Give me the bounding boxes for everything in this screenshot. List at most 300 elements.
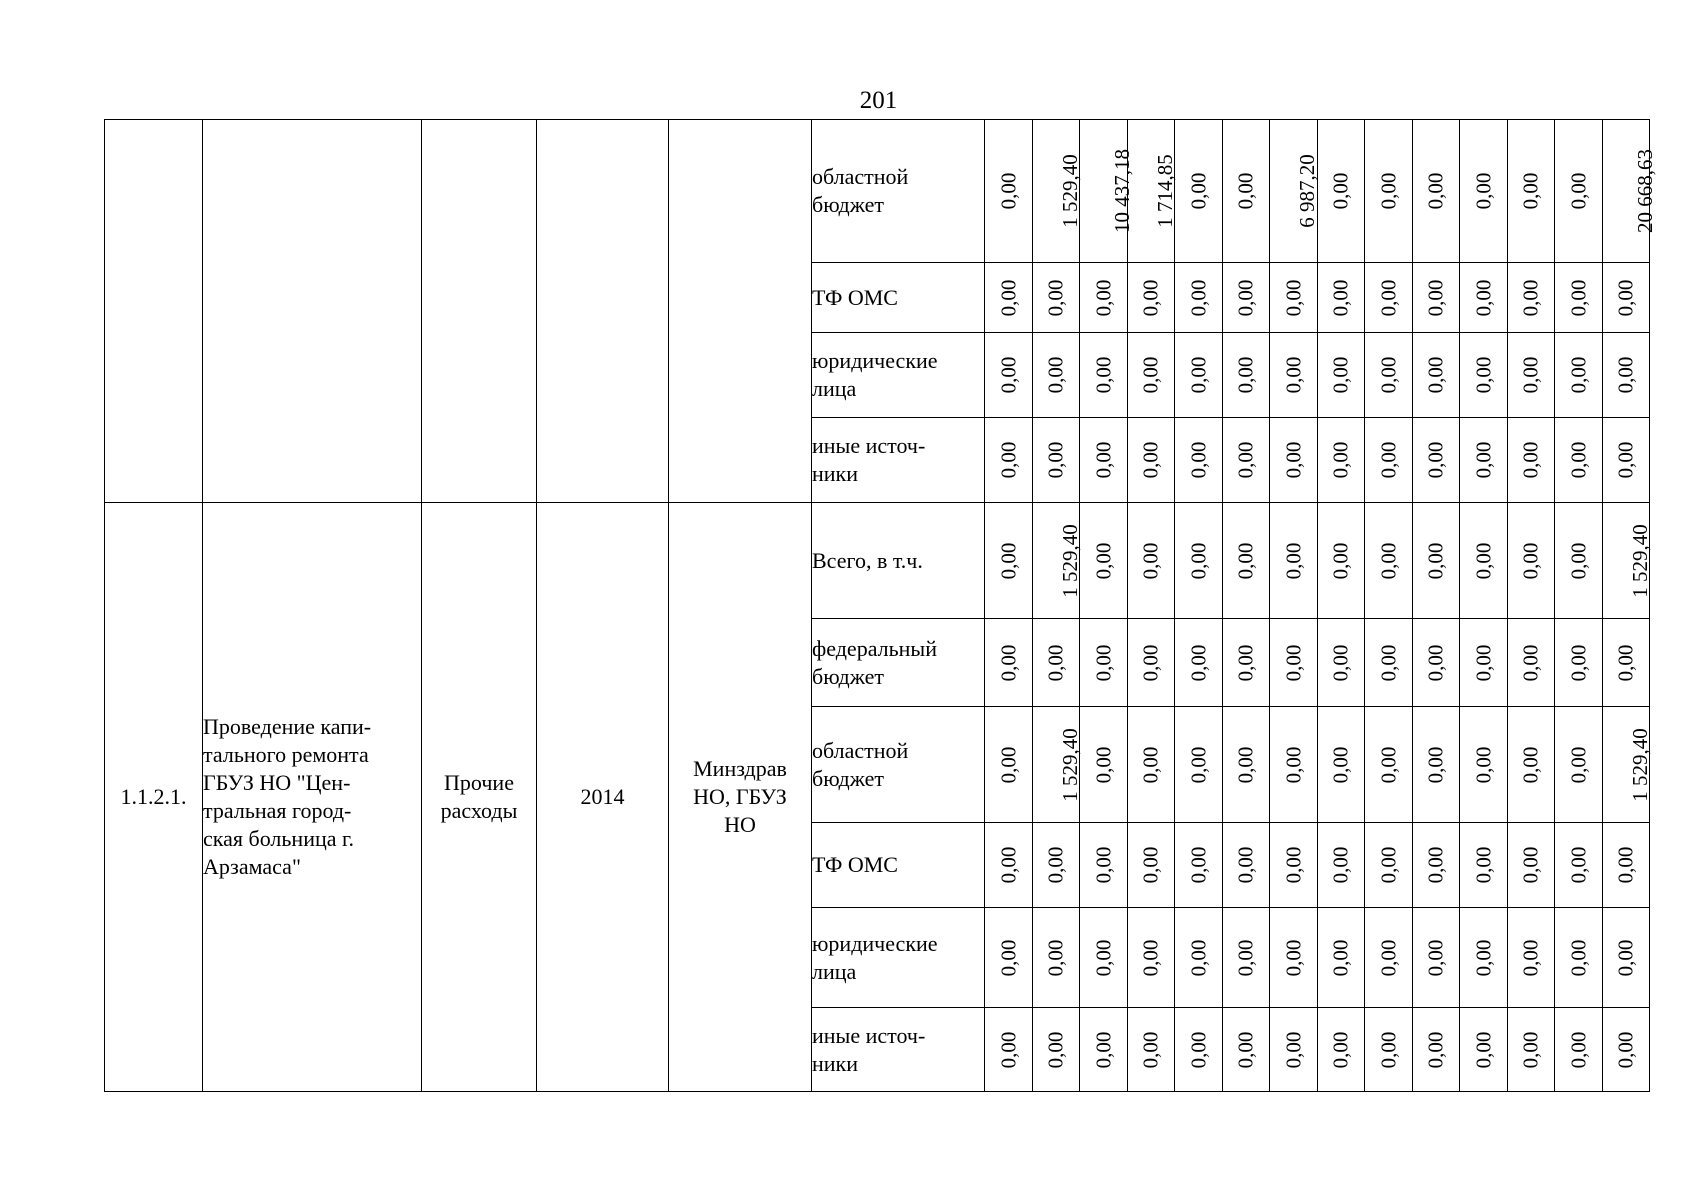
value: 0,00 xyxy=(1423,939,1448,976)
value-cell xyxy=(1032,333,1080,418)
value: 0,00 xyxy=(1423,644,1448,681)
value-cell xyxy=(985,503,1033,619)
value-cell xyxy=(1032,707,1080,823)
value-cell xyxy=(1555,503,1603,619)
funding-source: иные источ- ники xyxy=(812,418,985,503)
funding-source: ТФ ОМС xyxy=(812,263,985,333)
value-cell xyxy=(1222,418,1270,503)
value-cell xyxy=(1365,823,1413,908)
value: 0,00 xyxy=(1328,1031,1353,1068)
value-cell xyxy=(1507,503,1555,619)
value: 0,00 xyxy=(1518,356,1543,394)
value: 6 987,20 xyxy=(1294,154,1319,228)
value-cell xyxy=(1222,707,1270,823)
value: 0,00 xyxy=(1376,542,1401,579)
value-cell xyxy=(1270,619,1318,707)
value-cell xyxy=(1175,1008,1223,1092)
value-cell xyxy=(1412,619,1460,707)
value-cell xyxy=(1555,823,1603,908)
value: 1 529,40 xyxy=(1627,727,1652,802)
value: 0,00 xyxy=(1566,644,1591,681)
value: 0,00 xyxy=(1376,939,1401,976)
value: 0,00 xyxy=(1613,846,1638,884)
value-cell xyxy=(1127,1008,1175,1092)
value-cell xyxy=(1460,823,1508,908)
funding-source: ТФ ОМС xyxy=(812,823,985,908)
value-cell xyxy=(1270,263,1318,333)
value: 0,00 xyxy=(1376,746,1401,783)
expense-cell-empty xyxy=(422,120,537,503)
value-cell xyxy=(1270,707,1318,823)
value-cell xyxy=(1460,263,1508,333)
value-cell xyxy=(1032,418,1080,503)
value: 0,00 xyxy=(1328,644,1353,681)
value-cell xyxy=(1365,619,1413,707)
value: 0,00 xyxy=(1376,1031,1401,1068)
value: 0,00 xyxy=(996,172,1021,210)
value-cell xyxy=(1222,263,1270,333)
value-cell xyxy=(1222,503,1270,619)
value: 0,00 xyxy=(1566,172,1591,210)
funding-source: юридические лица xyxy=(812,908,985,1008)
value: 0,00 xyxy=(1281,846,1306,884)
value-cell xyxy=(1032,263,1080,333)
value-cell xyxy=(1080,823,1128,908)
value-cell xyxy=(985,908,1033,1008)
value-cell xyxy=(1460,418,1508,503)
value-cell xyxy=(1507,1008,1555,1092)
value-cell xyxy=(1317,418,1365,503)
value: 0,00 xyxy=(1518,746,1543,783)
value: 0,00 xyxy=(1233,939,1258,976)
value: 0,00 xyxy=(1043,644,1068,681)
table-row xyxy=(105,120,1650,263)
value-cell xyxy=(1175,707,1223,823)
value: 0,00 xyxy=(1566,846,1591,884)
value-cell xyxy=(1507,908,1555,1008)
value-cell xyxy=(1412,263,1460,333)
value-cell xyxy=(1175,503,1223,619)
value: 0,00 xyxy=(1186,939,1211,976)
item-code: 1.1.2.1. xyxy=(105,503,203,1092)
value-cell xyxy=(1270,503,1318,619)
value: 0,00 xyxy=(1186,644,1211,681)
value: 0,00 xyxy=(1186,279,1211,316)
value-cell xyxy=(1602,120,1657,263)
value-cell xyxy=(1080,503,1128,619)
value-cell xyxy=(1080,120,1134,263)
value: 0,00 xyxy=(1138,1031,1163,1068)
value: 0,00 xyxy=(1376,279,1401,316)
value: 0,00 xyxy=(1091,1031,1116,1068)
value: 0,00 xyxy=(1233,746,1258,783)
value: 0,00 xyxy=(1518,542,1543,579)
value: 0,00 xyxy=(1518,1031,1543,1068)
value-cell xyxy=(1222,823,1270,908)
value: 0,00 xyxy=(996,1031,1021,1068)
value: 0,00 xyxy=(1471,644,1496,681)
value: 0,00 xyxy=(1328,356,1353,394)
value-cell xyxy=(1365,418,1413,503)
value-cell xyxy=(1365,503,1413,619)
value-cell xyxy=(985,823,1033,908)
value: 0,00 xyxy=(1233,279,1258,316)
value-cell xyxy=(1365,120,1413,263)
value: 0,00 xyxy=(1043,846,1068,884)
value-cell xyxy=(1412,120,1460,263)
value: 0,00 xyxy=(1328,172,1353,210)
value-cell xyxy=(1412,503,1460,619)
value: 0,00 xyxy=(1471,279,1496,316)
value: 0,00 xyxy=(1186,172,1211,210)
value-cell xyxy=(1365,333,1413,418)
value: 0,00 xyxy=(1423,279,1448,316)
value-cell xyxy=(1175,120,1223,263)
value-cell xyxy=(1032,823,1080,908)
value-cell xyxy=(1270,333,1318,418)
value-cell xyxy=(1127,418,1175,503)
value: 1 714,85 xyxy=(1152,154,1177,228)
value-cell xyxy=(1080,908,1128,1008)
value-cell xyxy=(985,707,1033,823)
value-cell xyxy=(1602,908,1650,1008)
value: 0,00 xyxy=(1091,441,1116,479)
funding-source: юридические лица xyxy=(812,333,985,418)
value: 0,00 xyxy=(1091,644,1116,681)
value: 1 529,40 xyxy=(1057,727,1082,802)
value-cell xyxy=(1602,823,1650,908)
value-cell xyxy=(1222,333,1270,418)
value-cell xyxy=(1222,908,1270,1008)
value-cell xyxy=(1032,1008,1080,1092)
value-cell xyxy=(1460,619,1508,707)
value-cell xyxy=(1555,333,1603,418)
value: 0,00 xyxy=(1566,542,1591,579)
value-cell xyxy=(1032,619,1080,707)
value: 0,00 xyxy=(996,279,1021,316)
value: 0,00 xyxy=(1471,441,1496,479)
value-cell xyxy=(1412,707,1460,823)
funding-source: Всего, в т.ч. xyxy=(812,503,985,619)
value: 0,00 xyxy=(1281,1031,1306,1068)
value: 0,00 xyxy=(1376,441,1401,479)
value: 0,00 xyxy=(1328,846,1353,884)
value-cell xyxy=(1555,707,1603,823)
value: 0,00 xyxy=(1233,542,1258,579)
value-cell xyxy=(1175,908,1223,1008)
value-cell xyxy=(1460,120,1508,263)
item-title: Проведение капи- тального ремонта ГБУЗ НО "Цен- тральная город- ская больница г. Арзамаса" xyxy=(203,503,422,1092)
value-cell xyxy=(1412,418,1460,503)
value: 0,00 xyxy=(1281,542,1306,579)
value-cell xyxy=(985,418,1033,503)
value: 0,00 xyxy=(1566,279,1591,316)
value: 0,00 xyxy=(1471,846,1496,884)
value-cell xyxy=(1317,823,1365,908)
value: 0,00 xyxy=(1281,279,1306,316)
value: 0,00 xyxy=(1423,1031,1448,1068)
value: 0,00 xyxy=(1328,279,1353,316)
value: 0,00 xyxy=(1233,172,1258,210)
value: 0,00 xyxy=(1186,746,1211,783)
value-cell xyxy=(1317,120,1365,263)
value-cell xyxy=(1507,333,1555,418)
value: 0,00 xyxy=(1186,356,1211,394)
value: 0,00 xyxy=(1186,1031,1211,1068)
value-cell xyxy=(1080,418,1128,503)
value: 0,00 xyxy=(1471,172,1496,210)
value: 0,00 xyxy=(1328,542,1353,579)
value: 0,00 xyxy=(1471,939,1496,976)
value: 0,00 xyxy=(996,939,1021,976)
value-cell xyxy=(1317,263,1365,333)
value: 0,00 xyxy=(1518,939,1543,976)
value: 0,00 xyxy=(1233,356,1258,394)
executor: Минздрав НО, ГБУЗ НО xyxy=(669,503,812,1092)
value: 0,00 xyxy=(1043,441,1068,479)
value: 0,00 xyxy=(1281,644,1306,681)
value-cell xyxy=(1602,263,1650,333)
value-cell xyxy=(1317,503,1365,619)
value: 0,00 xyxy=(1043,356,1068,394)
value-cell xyxy=(1317,333,1365,418)
value-cell xyxy=(1507,619,1555,707)
value-cell xyxy=(1602,619,1650,707)
value: 0,00 xyxy=(1518,846,1543,884)
value: 1 529,40 xyxy=(1057,523,1082,598)
value-cell xyxy=(1317,707,1365,823)
funding-source: иные источ- ники xyxy=(812,1008,985,1092)
value: 0,00 xyxy=(996,846,1021,884)
value: 0,00 xyxy=(1186,542,1211,579)
value: 0,00 xyxy=(1091,279,1116,316)
table-row xyxy=(105,503,1650,619)
value: 0,00 xyxy=(1613,279,1638,316)
value-cell xyxy=(1127,120,1175,263)
value: 0,00 xyxy=(1518,441,1543,479)
value: 0,00 xyxy=(1518,644,1543,681)
value: 0,00 xyxy=(1233,1031,1258,1068)
value: 0,00 xyxy=(1566,356,1591,394)
value-cell xyxy=(1602,503,1650,619)
value-cell xyxy=(1270,823,1318,908)
value-cell xyxy=(1175,333,1223,418)
value: 0,00 xyxy=(1423,441,1448,479)
value: 0,00 xyxy=(1281,939,1306,976)
value-cell xyxy=(1412,908,1460,1008)
value-cell xyxy=(1460,1008,1508,1092)
value: 0,00 xyxy=(1423,172,1448,210)
value-cell xyxy=(1175,823,1223,908)
value-cell xyxy=(1127,707,1175,823)
value: 0,00 xyxy=(1328,746,1353,783)
value: 0,00 xyxy=(1376,172,1401,210)
value: 0,00 xyxy=(1471,1031,1496,1068)
value: 0,00 xyxy=(1376,644,1401,681)
value-cell xyxy=(1175,619,1223,707)
value: 0,00 xyxy=(1566,746,1591,783)
value: 0,00 xyxy=(1471,542,1496,579)
value: 0,00 xyxy=(996,644,1021,681)
value: 0,00 xyxy=(1613,644,1638,681)
funding-source: областной бюджет xyxy=(812,707,985,823)
value-cell xyxy=(1460,908,1508,1008)
value: 0,00 xyxy=(1186,441,1211,479)
year-cell-empty xyxy=(537,120,669,503)
value: 0,00 xyxy=(1138,746,1163,783)
value-cell xyxy=(1080,263,1128,333)
value-cell xyxy=(1270,120,1318,263)
value-cell xyxy=(1555,1008,1603,1092)
value: 0,00 xyxy=(1376,846,1401,884)
value-cell xyxy=(1460,707,1508,823)
value-cell xyxy=(1127,503,1175,619)
item-year: 2014 xyxy=(537,503,669,1092)
value-cell xyxy=(1412,333,1460,418)
value: 0,00 xyxy=(1043,279,1068,316)
value-cell xyxy=(1507,263,1555,333)
value: 0,00 xyxy=(1233,644,1258,681)
value: 0,00 xyxy=(1613,939,1638,976)
value: 0,00 xyxy=(1471,746,1496,783)
value-cell xyxy=(1507,823,1555,908)
value-cell xyxy=(1127,619,1175,707)
value-cell xyxy=(1507,418,1555,503)
value: 0,00 xyxy=(996,542,1021,579)
value: 0,00 xyxy=(996,746,1021,783)
value: 0,00 xyxy=(1091,746,1116,783)
value-cell xyxy=(1602,418,1650,503)
value-cell xyxy=(1127,263,1175,333)
value-cell xyxy=(1317,908,1365,1008)
value-cell xyxy=(1080,707,1128,823)
value-cell xyxy=(1507,707,1555,823)
value: 0,00 xyxy=(1091,356,1116,394)
value-cell xyxy=(1080,333,1128,418)
value-cell xyxy=(1222,120,1270,263)
value-cell xyxy=(1127,823,1175,908)
value-cell xyxy=(1602,333,1650,418)
value-cell xyxy=(1175,263,1223,333)
value-cell xyxy=(1507,120,1555,263)
value: 0,00 xyxy=(1233,846,1258,884)
value-cell xyxy=(1555,619,1603,707)
value: 0,00 xyxy=(1566,1031,1591,1068)
value-cell xyxy=(1270,1008,1318,1092)
value-cell xyxy=(1270,908,1318,1008)
value: 0,00 xyxy=(1423,542,1448,579)
value: 0,00 xyxy=(1043,939,1068,976)
value: 1 529,40 xyxy=(1627,523,1652,598)
value: 0,00 xyxy=(1328,939,1353,976)
value: 0,00 xyxy=(1613,441,1638,479)
value: 0,00 xyxy=(1138,441,1163,479)
value-cell xyxy=(1460,333,1508,418)
value-cell xyxy=(1365,908,1413,1008)
value: 1 529,40 xyxy=(1057,154,1082,228)
value: 0,00 xyxy=(1423,746,1448,783)
value-cell xyxy=(985,263,1033,333)
value: 10 437,18 xyxy=(1110,149,1134,233)
page-number: 201 xyxy=(859,87,898,114)
value: 0,00 xyxy=(1091,939,1116,976)
value-cell xyxy=(1175,418,1223,503)
value-cell xyxy=(1602,707,1650,823)
value: 0,00 xyxy=(1328,441,1353,479)
value: 0,00 xyxy=(1613,356,1638,394)
value-cell xyxy=(1460,503,1508,619)
value-cell xyxy=(1555,908,1603,1008)
value: 0,00 xyxy=(1138,279,1163,316)
budget-table xyxy=(104,119,1657,1092)
value-cell xyxy=(1127,908,1175,1008)
value-cell xyxy=(1365,1008,1413,1092)
funding-source: областной бюджет xyxy=(812,120,985,263)
value-cell xyxy=(1127,333,1175,418)
value: 0,00 xyxy=(1043,1031,1068,1068)
code-cell-empty xyxy=(105,120,203,503)
value-cell xyxy=(1032,908,1080,1008)
value: 20 668,63 xyxy=(1632,149,1657,233)
value-cell xyxy=(1412,823,1460,908)
value-cell xyxy=(1080,1008,1128,1092)
value: 0,00 xyxy=(1281,356,1306,394)
value-cell xyxy=(985,619,1033,707)
value-cell xyxy=(1032,120,1080,263)
value-cell xyxy=(1222,1008,1270,1092)
executor-cell-empty xyxy=(669,120,812,503)
value-cell xyxy=(985,1008,1033,1092)
value: 0,00 xyxy=(1091,542,1116,579)
value-cell xyxy=(1555,263,1603,333)
value: 0,00 xyxy=(1138,542,1163,579)
value-cell xyxy=(1317,1008,1365,1092)
value-cell xyxy=(1412,1008,1460,1092)
value: 0,00 xyxy=(996,356,1021,394)
value-cell xyxy=(1602,1008,1650,1092)
value-cell xyxy=(1080,619,1128,707)
expense-type: Прочие расходы xyxy=(422,503,537,1092)
value: 0,00 xyxy=(1281,746,1306,783)
title-cell-empty xyxy=(203,120,422,503)
value: 0,00 xyxy=(1613,1031,1638,1068)
value: 0,00 xyxy=(1376,356,1401,394)
value-cell xyxy=(1365,263,1413,333)
value: 0,00 xyxy=(1423,846,1448,884)
value: 0,00 xyxy=(1471,356,1496,394)
value: 0,00 xyxy=(1138,846,1163,884)
value: 0,00 xyxy=(1138,644,1163,681)
value: 0,00 xyxy=(1138,939,1163,976)
value: 0,00 xyxy=(1138,356,1163,394)
value: 0,00 xyxy=(996,441,1021,479)
value: 0,00 xyxy=(1091,846,1116,884)
value: 0,00 xyxy=(1518,172,1543,210)
funding-source: федеральный бюджет xyxy=(812,619,985,707)
value-cell xyxy=(1032,503,1080,619)
value: 0,00 xyxy=(1281,441,1306,479)
value: 0,00 xyxy=(1423,356,1448,394)
value-cell xyxy=(1365,707,1413,823)
value-cell xyxy=(1555,120,1603,263)
value-cell xyxy=(985,333,1033,418)
value: 0,00 xyxy=(1233,441,1258,479)
value-cell xyxy=(985,120,1033,263)
value: 0,00 xyxy=(1186,846,1211,884)
value-cell xyxy=(1222,619,1270,707)
value-cell xyxy=(1317,619,1365,707)
value: 0,00 xyxy=(1566,441,1591,479)
